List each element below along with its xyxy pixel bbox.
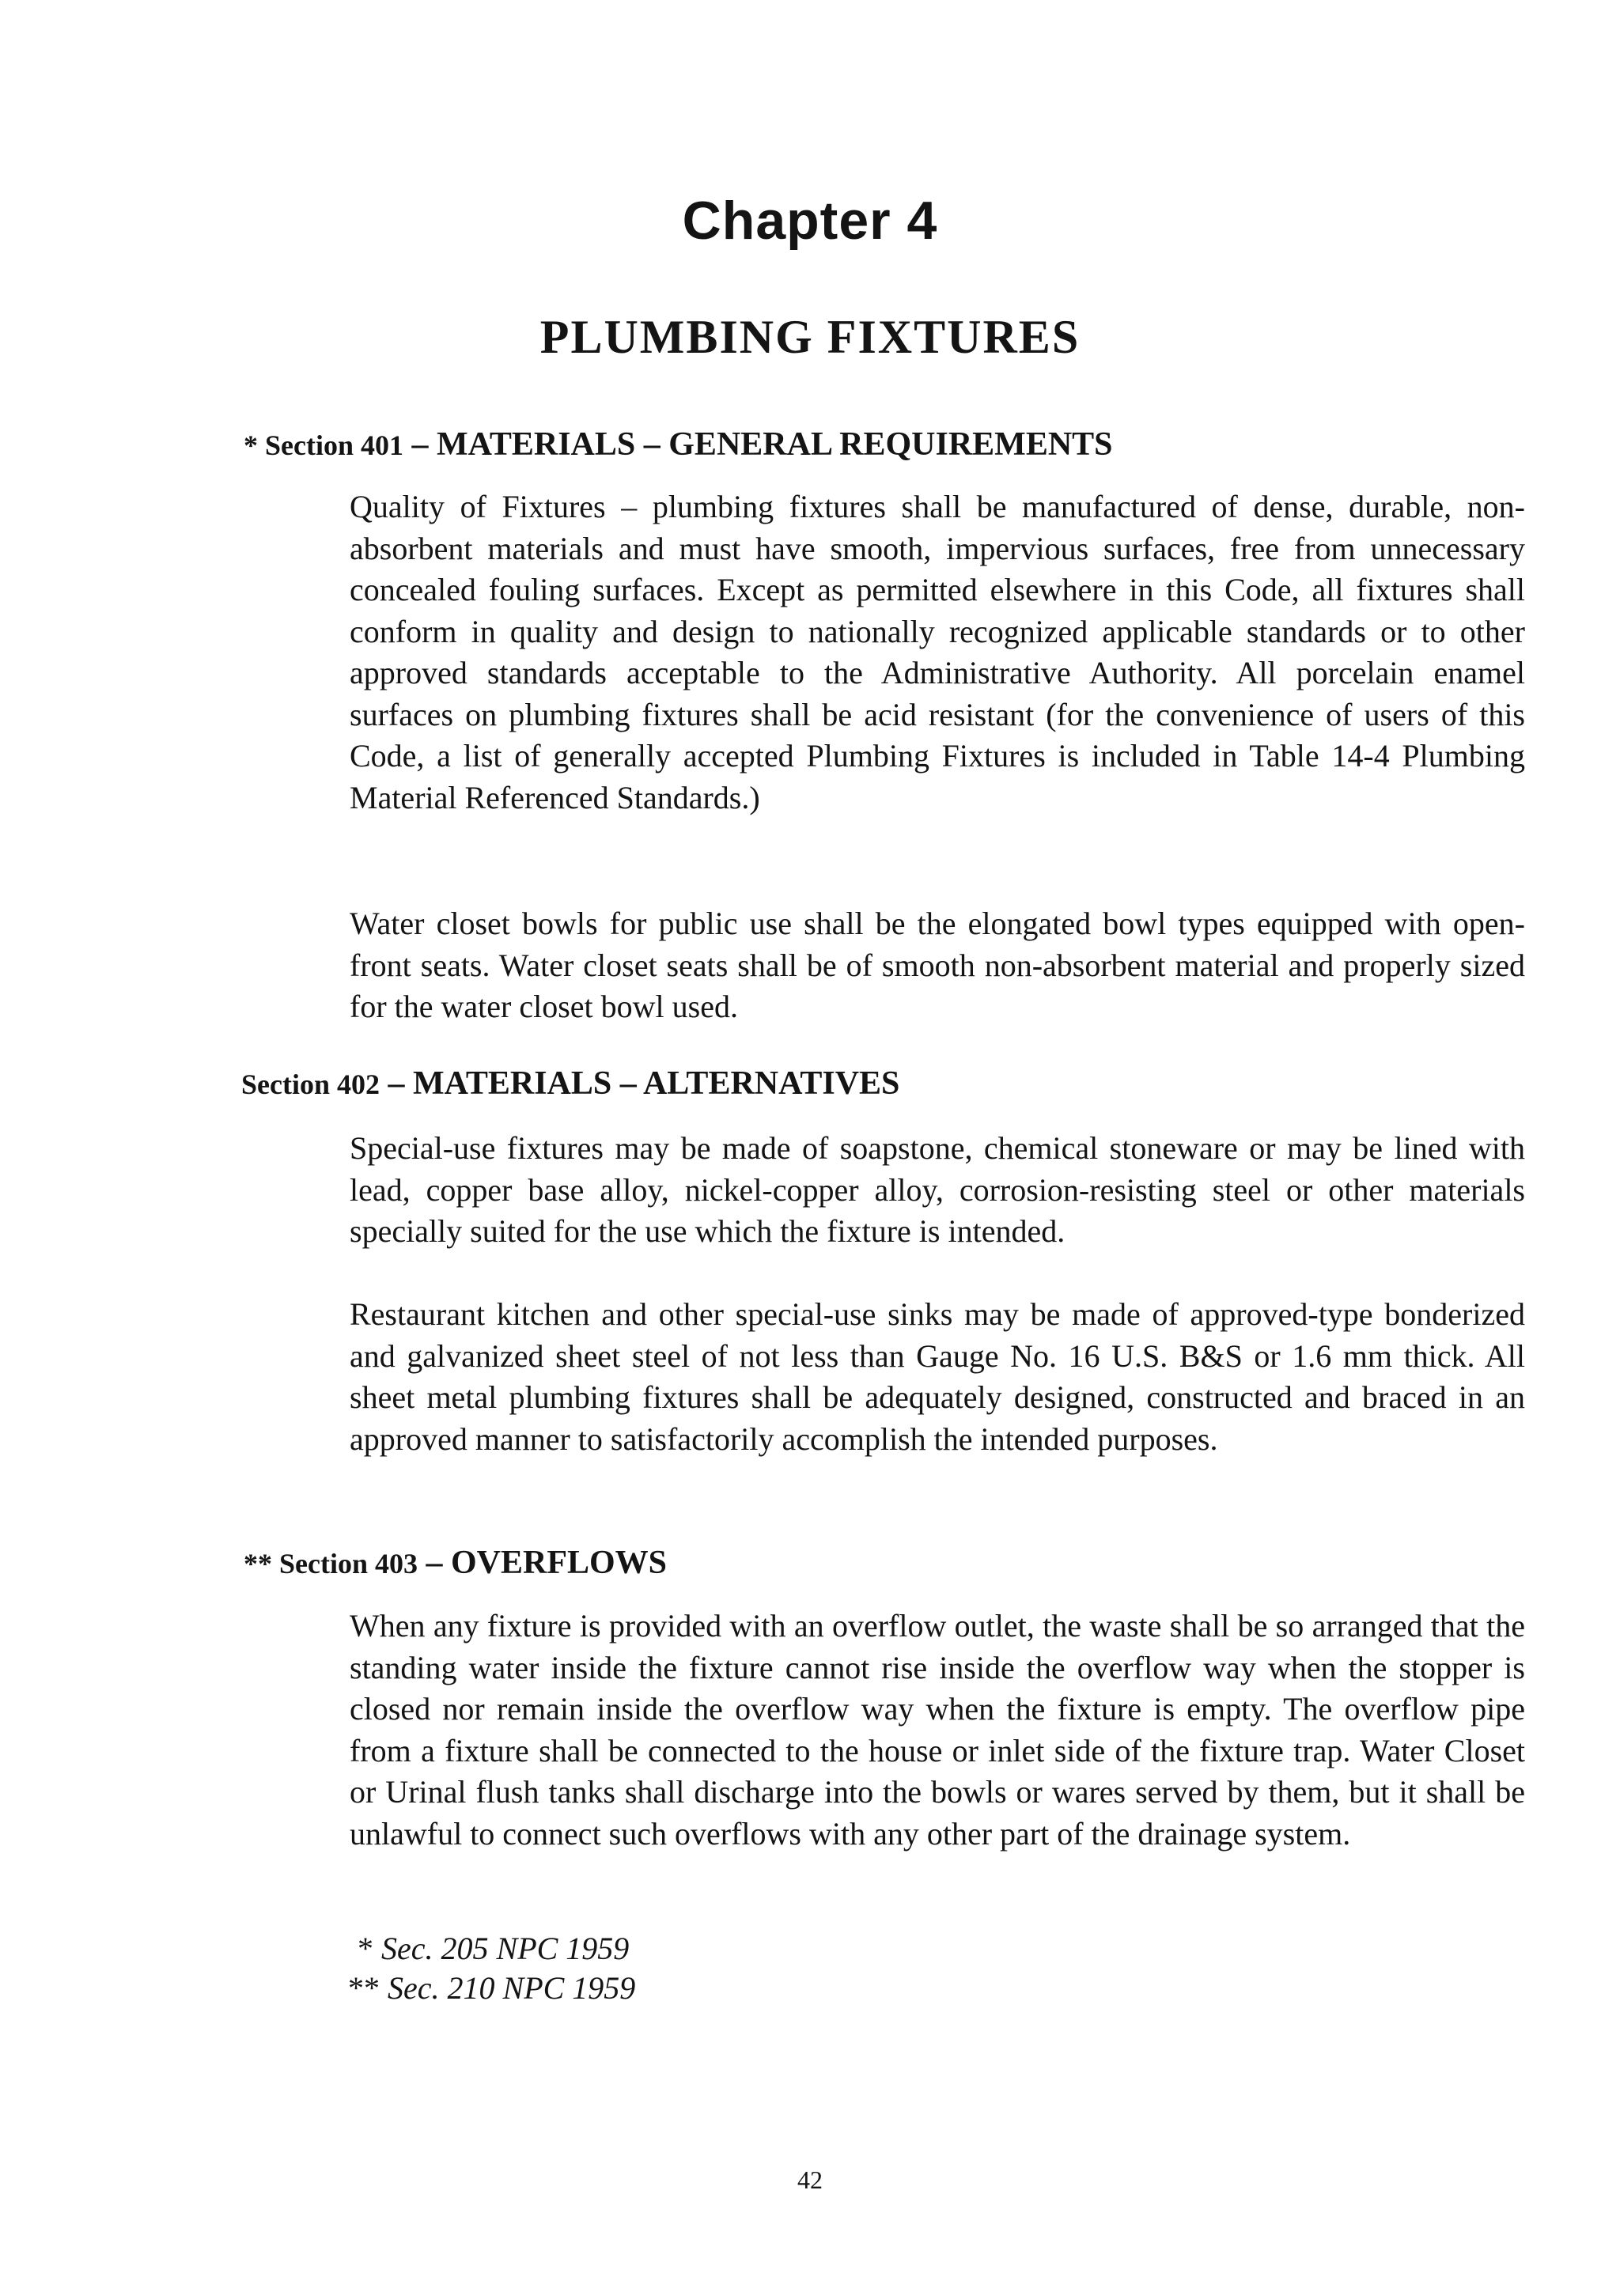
- section-402-paragraph-1: Special-use fixtures may be made of soapstone, chemical stoneware or may be lined with lead, copper base alloy, nickel-copper alloy, corrosion-resisting steel or other materials specially suited for the use which the fixture is intended.: [350, 1130, 1525, 1249]
- section-401-heading: [244, 426, 1113, 463]
- footnote-2-marker: **: [348, 1970, 388, 2006]
- section-403-heading: [244, 1544, 667, 1582]
- footnote-1-text: Sec. 205 NPC 1959: [381, 1931, 630, 1966]
- section-402-number: Section 402: [241, 1069, 380, 1100]
- section-403-number: Section 403: [279, 1548, 418, 1579]
- section-402-heading: [241, 1065, 899, 1103]
- section-403-title: – OVERFLOWS: [418, 1545, 668, 1581]
- section-401-title: – MATERIALS – GENERAL REQUIREMENTS: [403, 426, 1113, 463]
- page-number: 42: [797, 2166, 823, 2194]
- section-403-marker: **: [244, 1548, 279, 1579]
- chapter-title: PLUMBING FIXTURES: [539, 311, 1081, 363]
- section-401-paragraph-2: Water closet bowls for public use shall be the elongated bowl types equipped with open-front seats. Water closet seats shall be of smooth non-absorbent material and properly sized for the water closet bowl used.: [350, 906, 1525, 1024]
- section-401-number: Section 401: [265, 429, 403, 461]
- section-402-paragraph-2: Restaurant kitchen and other special-use sinks may be made of approved-type bonderized and galvanized sheet steel of not less than Gauge No. 16 U.S. B&S or 1.6 mm thick. All sheet metal plumbing fixtures shall be adequately designed, constructed and braced in an approved manner to satisfactorily accomplish the intended purposes.: [350, 1296, 1525, 1457]
- footnote-1: [358, 1928, 629, 1969]
- section-402-title: – MATERIALS – ALTERNATIVES: [380, 1065, 900, 1102]
- chapter-label: Chapter 4: [682, 191, 938, 251]
- footnote-2-text: Sec. 210 NPC 1959: [388, 1970, 636, 2006]
- section-401-marker: *: [244, 429, 265, 461]
- section-401-paragraph-1: Quality of Fixtures – plumbing fixtures shall be manufactured of dense, durable, non-absorbent materials and must have smooth, impervious surfaces, free from unnecessary concealed fouling surfaces. Except as permitted elsewhere in this Code, all fixtures shall conform in quality and design to nationally recognized applicable standards or to other approved standards acceptable to the Administrative Authority. All porcelain enamel surfaces on plumbing fixtures shall be acid resistant (for the convenience of users of this Code, a list of generally accepted Plumbing Fixtures is included in Table 14-4 Plumbing Material Referenced Standards.): [350, 489, 1525, 815]
- section-403-paragraph-1: When any fixture is provided with an overflow outlet, the waste shall be so arranged that the standing water inside the fixture cannot rise inside the overflow way when the stopper is closed nor remain inside the overflow way when the fixture is empty. The overflow pipe from a fixture shall be connected to the house or inlet side of the fixture trap. Water Closet or Urinal flush tanks shall discharge into the bowls or wares served by them, but it shall be unlawful to connect such overflows with any other part of the drainage system.: [350, 1608, 1525, 1852]
- footnote-1-marker: *: [358, 1931, 381, 1966]
- footnote-2: [348, 1968, 635, 2009]
